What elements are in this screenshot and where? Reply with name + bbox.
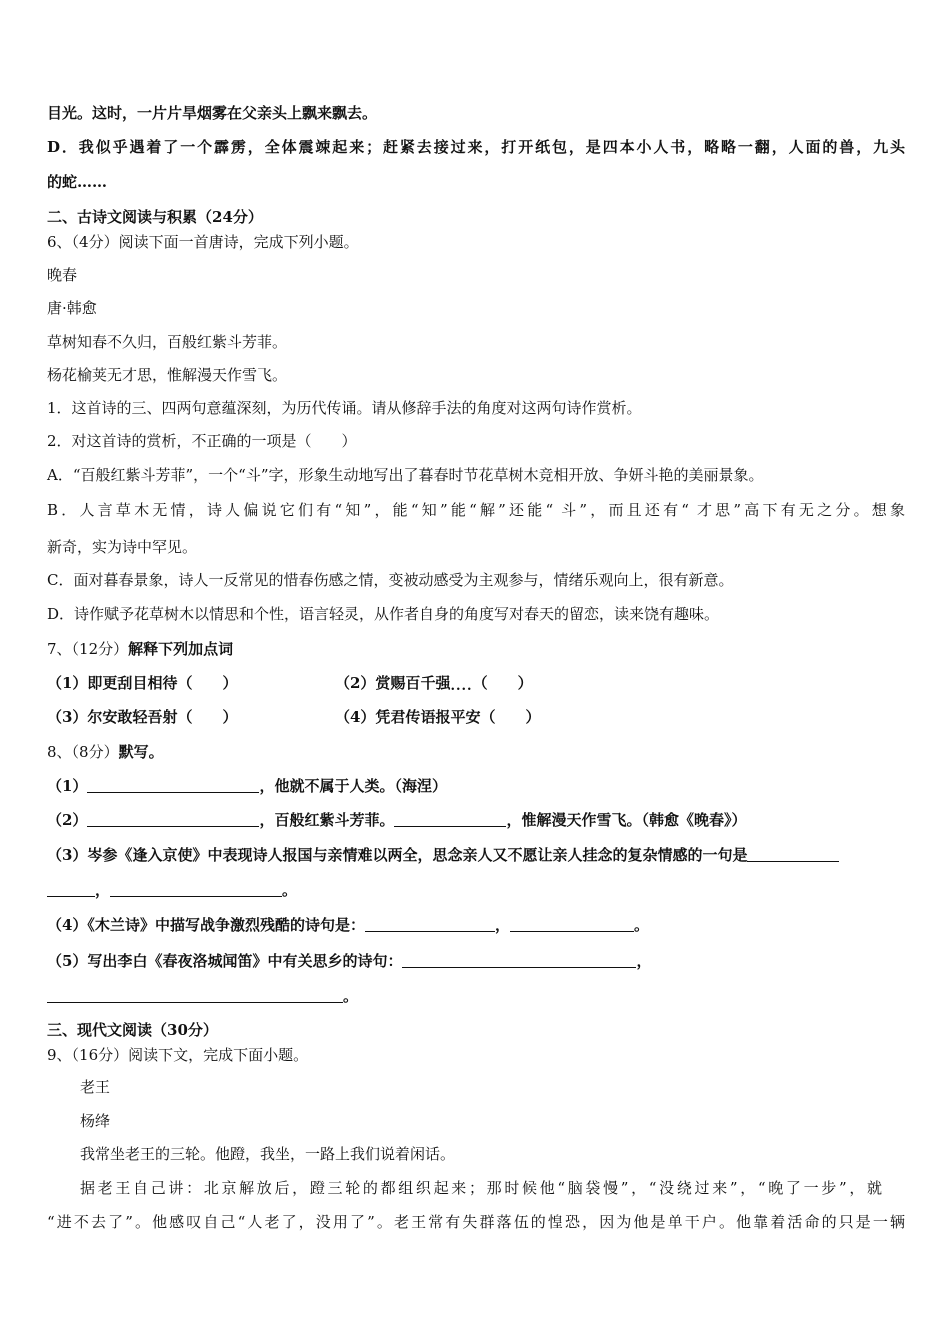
q8-item-3: [47, 845, 839, 865]
q8-item-2: [47, 810, 746, 830]
q8-item-5-cont: [47, 986, 358, 1006]
article-paragraph-cont: “进不去了”。他感叹自己“人老了，没用了”。老王常有失群落伍的惶恐，因为他是单干户。他靠着活命的只是一辆: [47, 1213, 905, 1231]
answer-blank[interactable]: [47, 988, 343, 1003]
q7-item-3: （3）尔安敢轻吾射（ ）: [47, 708, 238, 726]
option-d-line: D．我似乎遇着了一个霹雳，全体震竦起来；赶紧去接过来，打开纸包，是四本小人书，略略一翻，人面的兽，九头: [47, 138, 905, 156]
option-c: C．面对暮春景象，诗人一反常见的惜春伤感之情，变被动感受为主观参与，情绪乐观向上，很有新意。: [47, 571, 734, 589]
sub-question: 2．对这首诗的赏析，不正确的一项是（ ）: [47, 432, 357, 450]
poem-line: 杨花榆荚无才思，惟解漫天作雪飞。: [47, 366, 288, 384]
q8-item-5: [47, 951, 651, 971]
option-b-cont: 新奇，实为诗中罕见。: [47, 538, 198, 556]
article-title: 老王: [80, 1078, 111, 1096]
q8-end: 。: [282, 881, 298, 899]
q8-item-label: （1）: [47, 777, 88, 795]
answer-blank[interactable]: [747, 847, 839, 862]
answer-blank[interactable]: [402, 953, 636, 968]
answer-blank[interactable]: [47, 882, 95, 897]
poem-line: 草树知春不久归，百般红紫斗芳菲。: [47, 333, 288, 351]
question-6-intro: 6、（4分）阅读下面一首唐诗，完成下列小题。: [47, 233, 359, 251]
q8-item-4: [47, 915, 649, 935]
q8-sep: ，: [95, 881, 111, 899]
q7-item-4: （4）凭君传语报平安（ ）: [335, 708, 541, 726]
answer-blank[interactable]: [394, 812, 506, 827]
q7-item-2-text: （2）赏赐百千强: [335, 674, 451, 692]
article-paragraph: 据老王自己讲：北京解放后，蹬三轮的都组织起来；那时候他“脑袋慢”，“没绕过来”，“晚了一步”，就: [80, 1179, 882, 1197]
q8-sep: ，: [636, 952, 652, 970]
answer-blank[interactable]: [110, 882, 282, 897]
q8-item-1: [47, 776, 447, 796]
question-number: 8、（8分）: [47, 743, 119, 761]
answer-blank[interactable]: [87, 778, 259, 793]
option-d: D．诗作赋予花草树木以情思和个性，语言轻灵，从作者自身的角度写对春天的留恋，读来饶有趣味。: [47, 605, 720, 623]
q8-item-text: （3）岑参《逢入京使》中表现诗人报国与亲情难以两全，思念亲人又不愿让亲人挂念的复杂情感的一句是: [47, 846, 748, 864]
q8-end: 。: [343, 987, 359, 1005]
answer-blank[interactable]: [510, 917, 634, 932]
answer-blank[interactable]: [365, 917, 495, 932]
question-instruction: 解释下列加点词: [128, 640, 234, 658]
q8-item-text: ，百般红紫斗芳菲。: [259, 811, 395, 829]
sub-question: 1．这首诗的三、四两句意蕴深刻，为历代传诵。请从修辞手法的角度对这两句诗作赏析。: [47, 399, 642, 417]
poem-title: 晚春: [47, 266, 78, 284]
section-heading: 二、古诗文阅读与积累（24分）: [47, 208, 263, 226]
answer-blank[interactable]: [87, 812, 259, 827]
option-d-line: 的蛇……: [47, 173, 108, 191]
article-paragraph: 我常坐老王的三轮。他蹬，我坐，一路上我们说着闲话。: [80, 1145, 456, 1163]
q7-row: [47, 673, 533, 694]
q8-item-text: ，他就不属于人类。（海涅）: [259, 777, 447, 795]
section-heading: 三、现代文阅读（30分）: [47, 1021, 218, 1039]
q8-sep: ，: [494, 916, 510, 934]
question-8-intro: [47, 742, 164, 762]
q8-item-3-cont: [47, 880, 297, 900]
q8-item-text: （5）写出李白《春夜洛城闻笛》中有关思乡的诗句：: [47, 952, 403, 970]
q8-item-label: （2）: [47, 811, 88, 829]
emphasis-dots: ....: [450, 679, 473, 694]
question-9-intro: 9、（16分）阅读下文，完成下面小题。: [47, 1046, 309, 1064]
q7-item-2: [335, 673, 533, 697]
q8-item-text: （4）《木兰诗》中描写战争激烈残酷的诗句是：: [47, 916, 365, 934]
q8-end: 。: [633, 916, 649, 934]
passage-line: 目光。这时，一片片旱烟雾在父亲头上飘来飘去。: [47, 104, 378, 122]
question-7-intro: [47, 639, 233, 659]
option-b: B．人言草木无情，诗人偏说它们有“知”，能“知”能“解”还能“ 斗”，而且还有“ 才思”高下有无之分。想象: [47, 501, 905, 519]
poem-author: 唐·韩愈: [47, 299, 97, 317]
option-a: A．“百般红紫斗芳菲”，一个“斗”字，形象生动地写出了暮春时节花草树木竞相开放、争妍斗艳的美丽景象。: [47, 466, 764, 484]
q8-item-text: ，惟解漫天作雪飞。（韩愈《晚春》）: [506, 811, 747, 829]
q7-row: [47, 707, 541, 727]
question-number: 7、（12分）: [47, 640, 129, 658]
q7-item-1: （1）即更刮目相待（ ）: [47, 674, 238, 692]
article-author: 杨绛: [80, 1112, 111, 1130]
question-instruction: 默写。: [118, 743, 164, 761]
q7-item-2-paren: （ ）: [472, 674, 533, 692]
